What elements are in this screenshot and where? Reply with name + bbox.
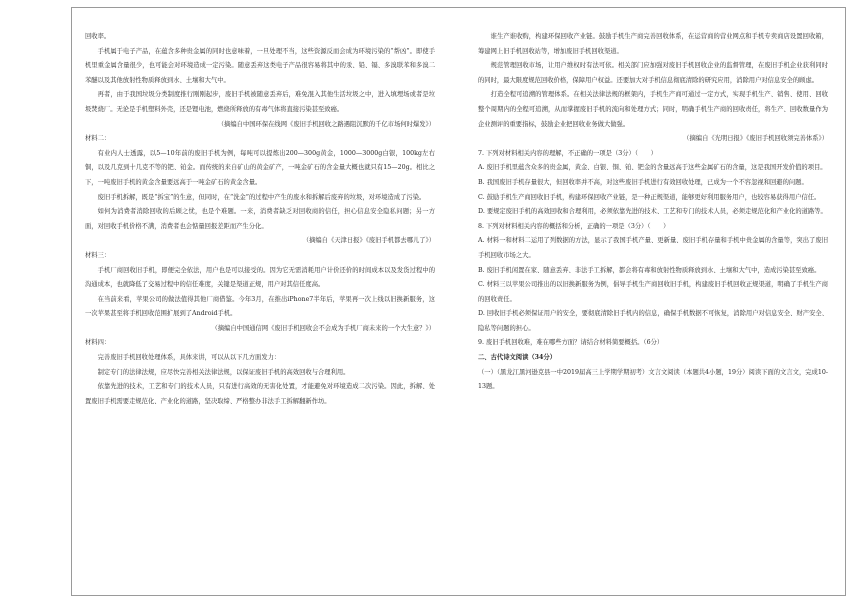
right-column xyxy=(478,30,828,395)
source-citation: （摘编自《光明日报》《废旧手机回收须完善体系》） xyxy=(683,135,828,143)
source-citation: （摘编自中国通信网《废旧手机回收会不会成为手机厂商未来的一个大生意？》） xyxy=(211,324,435,332)
paragraph: 依靠先进的技术，工艺和专门的技术人员，只有进行高效的无害化处置，才能避免对环境造成二次污染。因此，拆解、处置废旧手机需要走规范化、产业化的道路，坚决取缔、严格整办非法手工拆解翻新作坊。 xyxy=(85,383,435,405)
paragraph: 8. 下列对材料相关内容的概括和分析，正确的一项是（3分）（ ） xyxy=(478,222,670,230)
paragraph: 材料三： xyxy=(85,251,111,259)
paragraph: 再者，由于我国垃圾分类制度推行刚刚起步，废旧手机被随意丢弃后，难免混入其他生活垃圾之中，进入填埋场或者是垃圾焚烧厂。无论是手机塑料外壳，还是锂电池，燃烧所释放的有毒气体将直接污染甚至致癌。 xyxy=(85,91,435,113)
paragraph: A. 废旧手机里蕴含众多的贵金属，黄金、白银、铜、铂、钯金的含量远高于这些金属矿石的含量，这是我国开发价值的项目。 xyxy=(478,164,827,172)
paragraph: 打造全程可追溯的管理体系。在相关法律法规的框架内，手机生产商可通过一定方式，实现手机生产、销售、使用、回收整个周期内的全程可追溯，从而掌握废旧手机的流向和处理方式；同时，明确手机生产商的回收责任，将生产、回收数量作为企业测评的重要指标，鼓励企业把回收业务做大做强。 xyxy=(478,91,828,128)
paragraph: 制定专门的法律法规，应尽快完善相关法律法规，以保证废旧手机的高效回收与合理利用。 xyxy=(97,368,350,376)
paragraph: C. 鼓励手机生产商回收旧手机，构建环保回收产业链，是一种正规渠道，能够更好利用服务用户，也较容易获得用户信任。 xyxy=(478,193,821,201)
paragraph: （一）（黑龙江黑河逊克县一中2019届高三上学期学期初考）文言文阅读（本题共4小题，19分）阅读下面的文言文，完成10-13题。 xyxy=(478,368,828,391)
paragraph: 回收率。 xyxy=(85,33,111,40)
paragraph: 有业内人士透露，以5—10年前的废旧手机为例，每吨可以提炼出200—300g黄金，1000—3000g白银，100kg左右铜，以及几克到十几克不等的钯、铂金。而传统的来自矿山的黄金矿产，一吨金矿石的含金量大概也就只有15—20g。相比之下，一吨废旧手机的黄金含量要远高于一吨金矿石的黄金含量。 xyxy=(85,149,435,186)
paragraph: C. 材料三以苹果公司推出的以旧换新服务为例，倡导手机生产商回收旧手机，构建废旧手机回收正规渠道，明确了手机生产商的回收责任。 xyxy=(478,281,828,303)
paragraph: 如何为消费者消除回收的后顾之忧，也是个难题。一来，消费者缺乏对回收商的信任，担心信息安全隐私问题；另一方面，对回收手机价格不满，消费者也会惦量回报差距而产生分化。 xyxy=(85,208,435,230)
paragraph: 废旧手机拆解，既是“拆宝”的生意，但同时，在“洗金”的过程中产生的废水和拆解后废弃的垃圾，对环境造成了污染。 xyxy=(97,193,426,201)
paragraph: 谁生产谁收购，构建环保回收产业链。鼓励手机生产商完善回收体系，在运营商的营业网点和手机专卖商店设置回收箱，筹建网上旧手机回收站等，增加废旧手机回收渠道。 xyxy=(478,33,828,55)
paragraph: 二、古代诗文阅读（34分） xyxy=(478,354,557,362)
left-column xyxy=(85,30,435,409)
paragraph: 材料二： xyxy=(85,135,111,143)
paragraph: 手机属于电子产品，在蕴含多种贵金属的同时也意味着，一旦处理不当，这些资源反而会成为环境污染的“帮凶”。即使手机里重金属含量很少，也可能会对环境造成一定污染。随意丢弃这类电子产品很容易将其中的汞、铅、镉、多溴联苯和多溴二苯醚以及其他放射性物质释放到水、土壤和大气中。 xyxy=(85,47,435,84)
paragraph: 9. 废旧手机回收难，难在哪些方面？请结合材料简要概括。（6分） xyxy=(478,339,664,347)
paragraph: 规范管理回收市场，让用户维权时有法可依。相关部门应加强对废旧手机回收企业的监督管理，在废旧手机企业获利同时的同时，最大限度规范回收价格，保障用户权益。还要加大对手机信息彻底清除的研究应用，消除用户对信息安全的顾虑。 xyxy=(478,62,828,84)
paragraph: 在当前来看，苹果公司的做法值得其他厂商借鉴。今年3月，在推出iPhone7半年后，苹果再一次上线以旧换新服务，这一次苹果甚至将手机回收范围扩展到了Android手机。 xyxy=(85,295,435,318)
paragraph: 手机厂商回收旧手机，即便完全依法，用户也是可以接受的。因为它无需消耗用户计价还价的时间成本以及发货过程中的沟通成本，也就降低了交易过程中的信任难度，关键是渠道正规，用户对其信任度高。 xyxy=(85,266,435,289)
paragraph: D. 要规定废旧手机的高效回收和合理利用，必须依靠先进的技术、工艺和专门的技术人员，必须走规范化和产业化的道路等。 xyxy=(478,208,827,216)
paragraph: A. 材料一和材料二运用了列数据的方法，显示了我国手机产量、更新量、废旧手机存量和手机中贵金属的含量等，突出了废旧手机回收市场之大。 xyxy=(478,237,828,259)
paragraph: 材料四： xyxy=(85,339,111,347)
source-citation: （摘编自《天津日报》《废旧手机都去哪儿了》） xyxy=(302,237,435,245)
paragraph: 7. 下列对材料相关内容的理解，不正确的一项是（3分）（ ） xyxy=(478,149,657,157)
paragraph: B. 废旧手机闲置在家、随意丢弃、非法手工拆解，都会将有毒和放射性物质释放到水、土壤和大气中，造成污染甚至致癌。 xyxy=(478,266,821,274)
paragraph: B. 我国废旧手机存量很大，但回收率并不高，对这些废旧手机进行有效回收处理，已成为一个不容忽视和回避的问题。 xyxy=(478,178,808,186)
paragraph: D. 回收旧手机必须保证用户的安全，要彻底清除旧手机内的信息，确保手机数据不可恢复，消除用户对信息安全、财产安全、隐私等问题的担心。 xyxy=(478,310,828,332)
source-citation: （摘编自中国环保在线网《废旧手机回收之路遇阻沉默的千亿市场何时爆发》） xyxy=(217,120,435,128)
paragraph: 完善废旧手机回收处理体系，具体来讲，可以从以下几方面发力： xyxy=(97,354,281,362)
